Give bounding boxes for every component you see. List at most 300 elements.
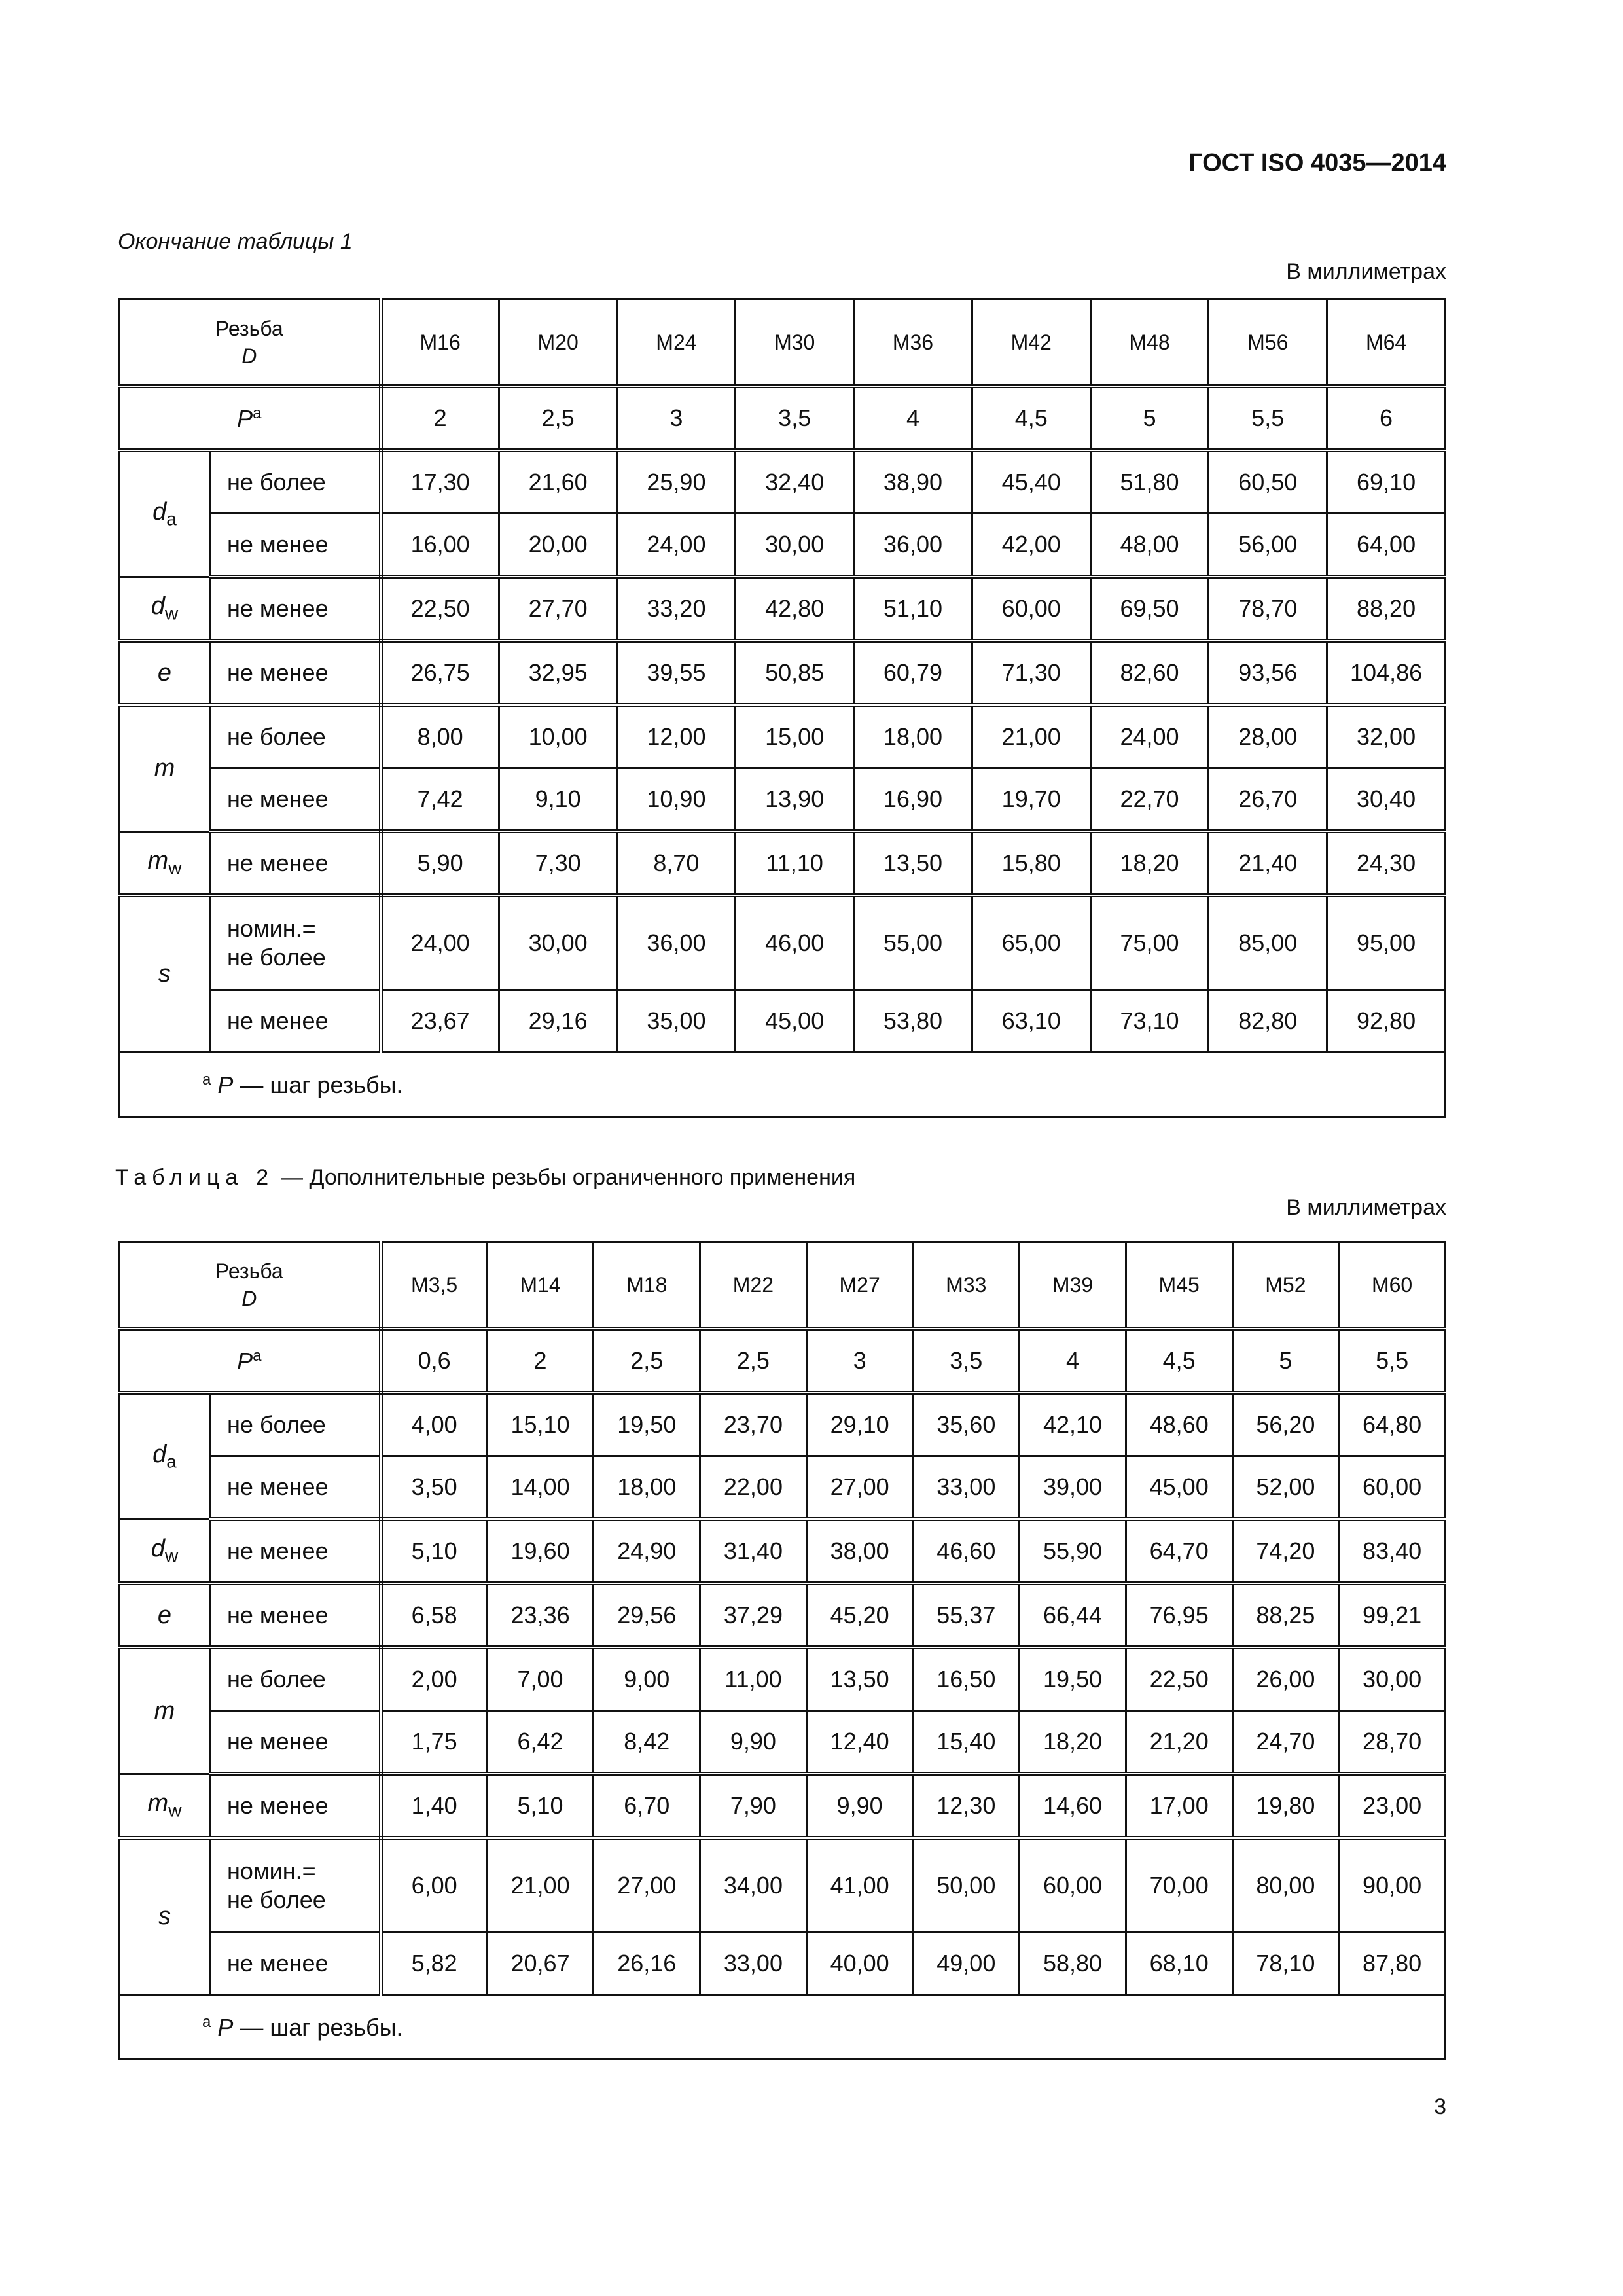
header-row: [119, 1242, 1446, 1329]
value-cell: 82,60: [1090, 641, 1209, 705]
value-cell: 21,60: [499, 450, 617, 514]
value-cell: 68,10: [1126, 1933, 1232, 1995]
value-cell: 1,40: [381, 1774, 488, 1838]
value-cell: 104,86: [1327, 641, 1446, 705]
column-header: M33: [913, 1242, 1020, 1329]
column-header: M30: [736, 300, 854, 387]
value-cell: 56,20: [1232, 1393, 1339, 1456]
table-row: [119, 1456, 1446, 1520]
pitch-footnote-mark: a: [253, 1346, 262, 1365]
table-row: [119, 1647, 1446, 1711]
value-cell: 27,00: [806, 1456, 913, 1520]
value-cell: 12,40: [806, 1711, 913, 1774]
symbol-subscript: w: [168, 1800, 182, 1821]
column-header: M42: [972, 300, 1090, 387]
symbol: m: [154, 754, 175, 782]
pitch-value: 2: [381, 386, 499, 450]
row-symbol: [119, 895, 211, 1052]
footnote-row: [119, 1052, 1446, 1117]
value-cell: 69,50: [1090, 577, 1209, 641]
value-cell: 7,90: [700, 1774, 807, 1838]
value-cell: 51,80: [1090, 450, 1209, 514]
table-row: [119, 768, 1446, 832]
value-cell: 78,70: [1209, 577, 1327, 641]
row-label: не более: [211, 1647, 381, 1711]
footnote: [119, 1995, 1446, 2060]
table2: [118, 1241, 1446, 2060]
value-cell: 36,00: [617, 895, 736, 990]
value-cell: 18,20: [1090, 831, 1209, 895]
value-cell: 18,00: [594, 1456, 700, 1520]
value-cell: 17,00: [1126, 1774, 1232, 1838]
symbol: m: [154, 1696, 175, 1725]
value-cell: 82,80: [1209, 990, 1327, 1052]
column-header: M64: [1327, 300, 1446, 387]
thread-header: [119, 300, 381, 387]
value-cell: 42,10: [1020, 1393, 1126, 1456]
value-cell: 26,00: [1232, 1647, 1339, 1711]
value-cell: 14,60: [1020, 1774, 1126, 1838]
table-row: [119, 641, 1446, 705]
footnote: [119, 1052, 1446, 1117]
value-cell: 55,90: [1020, 1519, 1126, 1583]
pitch-header: [119, 386, 381, 450]
value-cell: 28,70: [1339, 1711, 1446, 1774]
row-label-line: не более: [227, 944, 326, 971]
value-cell: 12,00: [617, 705, 736, 768]
value-cell: 8,70: [617, 831, 736, 895]
symbol-subscript: w: [164, 1545, 179, 1566]
value-cell: 22,50: [1126, 1647, 1232, 1711]
value-cell: 37,29: [700, 1583, 807, 1647]
pitch-symbol: P: [237, 404, 253, 432]
value-cell: 6,42: [487, 1711, 594, 1774]
value-cell: 11,00: [700, 1647, 807, 1711]
value-cell: 20,00: [499, 514, 617, 577]
value-cell: 21,00: [972, 705, 1090, 768]
value-cell: 60,00: [972, 577, 1090, 641]
table-row: [119, 1519, 1446, 1583]
value-cell: 42,80: [736, 577, 854, 641]
value-cell: 26,75: [381, 641, 499, 705]
value-cell: 40,00: [806, 1933, 913, 1995]
value-cell: 5,82: [381, 1933, 488, 1995]
value-cell: 70,00: [1126, 1838, 1232, 1933]
row-label: не более: [211, 1393, 381, 1456]
row-symbol: [119, 1647, 211, 1774]
value-cell: 15,10: [487, 1393, 594, 1456]
thread-label: Резьба: [215, 317, 283, 340]
value-cell: 31,40: [700, 1519, 807, 1583]
value-cell: 29,56: [594, 1583, 700, 1647]
footnote-mark: a: [202, 2013, 211, 2031]
pitch-value: 3: [617, 386, 736, 450]
value-cell: 39,55: [617, 641, 736, 705]
row-label: не менее: [211, 831, 381, 895]
pitch-symbol: P: [237, 1347, 253, 1374]
value-cell: 64,80: [1339, 1393, 1446, 1456]
column-header: M18: [594, 1242, 700, 1329]
row-label: не менее: [211, 1774, 381, 1838]
value-cell: 32,40: [736, 450, 854, 514]
value-cell: 6,58: [381, 1583, 488, 1647]
column-header: M56: [1209, 300, 1327, 387]
column-header: M36: [854, 300, 972, 387]
value-cell: 21,00: [487, 1838, 594, 1933]
row-symbol: [119, 641, 211, 705]
value-cell: 78,10: [1232, 1933, 1339, 1995]
table-row: [119, 1933, 1446, 1995]
row-label: не более: [211, 705, 381, 768]
row-label: не менее: [211, 514, 381, 577]
header-row: [119, 300, 1446, 387]
table1: [118, 298, 1446, 1118]
value-cell: 20,67: [487, 1933, 594, 1995]
value-cell: 56,00: [1209, 514, 1327, 577]
column-header: M52: [1232, 1242, 1339, 1329]
value-cell: 24,00: [1090, 705, 1209, 768]
value-cell: 53,80: [854, 990, 972, 1052]
symbol-subscript: a: [166, 1451, 177, 1472]
table2-units: В миллиметрах: [1286, 1195, 1446, 1220]
value-cell: 23,70: [700, 1393, 807, 1456]
value-cell: 74,20: [1232, 1519, 1339, 1583]
value-cell: 30,00: [736, 514, 854, 577]
value-cell: 11,10: [736, 831, 854, 895]
value-cell: 41,00: [806, 1838, 913, 1933]
value-cell: 99,21: [1339, 1583, 1446, 1647]
value-cell: 7,42: [381, 768, 499, 832]
pitch-value: 3,5: [913, 1329, 1020, 1393]
value-cell: 22,00: [700, 1456, 807, 1520]
column-header: M27: [806, 1242, 913, 1329]
table-row: [119, 450, 1446, 514]
table-row: [119, 831, 1446, 895]
value-cell: 30,00: [499, 895, 617, 990]
pitch-row: [119, 386, 1446, 450]
row-label: [211, 1838, 381, 1933]
value-cell: 34,00: [700, 1838, 807, 1933]
value-cell: 46,60: [913, 1519, 1020, 1583]
symbol: s: [158, 1903, 171, 1930]
pitch-value: 2,5: [700, 1329, 807, 1393]
value-cell: 35,00: [617, 990, 736, 1052]
table-row: [119, 895, 1446, 990]
value-cell: 7,00: [487, 1647, 594, 1711]
value-cell: 23,36: [487, 1583, 594, 1647]
table1-units: В миллиметрах: [1286, 259, 1446, 284]
row-label-line: не более: [227, 1886, 326, 1913]
row-symbol: [119, 1774, 211, 1838]
table1-caption: Окончание таблицы 1: [118, 229, 353, 254]
value-cell: 76,95: [1126, 1583, 1232, 1647]
value-cell: 88,25: [1232, 1583, 1339, 1647]
pitch-value: 5: [1232, 1329, 1339, 1393]
value-cell: 52,00: [1232, 1456, 1339, 1520]
value-cell: 36,00: [854, 514, 972, 577]
value-cell: 13,90: [736, 768, 854, 832]
symbol: s: [158, 960, 171, 988]
value-cell: 32,00: [1327, 705, 1446, 768]
symbol: d: [151, 592, 165, 620]
value-cell: 60,79: [854, 641, 972, 705]
value-cell: 16,00: [381, 514, 499, 577]
value-cell: 87,80: [1339, 1933, 1446, 1995]
value-cell: 6,70: [594, 1774, 700, 1838]
value-cell: 8,00: [381, 705, 499, 768]
value-cell: 29,10: [806, 1393, 913, 1456]
column-header: M22: [700, 1242, 807, 1329]
value-cell: 24,00: [617, 514, 736, 577]
row-symbol: [119, 1393, 211, 1519]
thread-header: [119, 1242, 381, 1329]
symbol: m: [147, 846, 169, 874]
value-cell: 49,00: [913, 1933, 1020, 1995]
value-cell: 1,75: [381, 1711, 488, 1774]
row-symbol: [119, 450, 211, 577]
pitch-value: 5: [1090, 386, 1209, 450]
value-cell: 32,95: [499, 641, 617, 705]
value-cell: 71,30: [972, 641, 1090, 705]
value-cell: 48,60: [1126, 1393, 1232, 1456]
row-label: не менее: [211, 1456, 381, 1520]
value-cell: 13,50: [806, 1647, 913, 1711]
value-cell: 92,80: [1327, 990, 1446, 1052]
pitch-row: [119, 1329, 1446, 1393]
value-cell: 9,90: [700, 1711, 807, 1774]
symbol: e: [157, 1601, 172, 1629]
value-cell: 55,37: [913, 1583, 1020, 1647]
value-cell: 16,90: [854, 768, 972, 832]
value-cell: 2,00: [381, 1647, 488, 1711]
value-cell: 33,00: [700, 1933, 807, 1995]
value-cell: 73,10: [1090, 990, 1209, 1052]
symbol-subscript: w: [164, 603, 179, 624]
pitch-value: 2,5: [499, 386, 617, 450]
value-cell: 18,20: [1020, 1711, 1126, 1774]
value-cell: 9,90: [806, 1774, 913, 1838]
column-header: M3,5: [381, 1242, 488, 1329]
pitch-value: 6: [1327, 386, 1446, 450]
table-row: [119, 577, 1446, 641]
value-cell: 51,10: [854, 577, 972, 641]
value-cell: 19,80: [1232, 1774, 1339, 1838]
table-row: [119, 1711, 1446, 1774]
row-label: [211, 895, 381, 990]
value-cell: 65,00: [972, 895, 1090, 990]
value-cell: 75,00: [1090, 895, 1209, 990]
value-cell: 46,00: [736, 895, 854, 990]
value-cell: 85,00: [1209, 895, 1327, 990]
column-header: M60: [1339, 1242, 1446, 1329]
value-cell: 7,30: [499, 831, 617, 895]
row-label: не менее: [211, 1583, 381, 1647]
value-cell: 26,70: [1209, 768, 1327, 832]
value-cell: 45,00: [736, 990, 854, 1052]
value-cell: 24,70: [1232, 1711, 1339, 1774]
value-cell: 25,90: [617, 450, 736, 514]
value-cell: 88,20: [1327, 577, 1446, 641]
value-cell: 19,70: [972, 768, 1090, 832]
value-cell: 45,40: [972, 450, 1090, 514]
value-cell: 13,50: [854, 831, 972, 895]
value-cell: 14,00: [487, 1456, 594, 1520]
symbol: e: [157, 658, 172, 687]
footnote-symbol: P: [217, 2013, 234, 2041]
thread-symbol: D: [241, 1287, 257, 1310]
row-label: не менее: [211, 641, 381, 705]
value-cell: 60,50: [1209, 450, 1327, 514]
value-cell: 50,00: [913, 1838, 1020, 1933]
table2-caption-text: — Дополнительные резьбы ограниченного применения: [274, 1165, 856, 1190]
value-cell: 10,90: [617, 768, 736, 832]
pitch-value: 4,5: [1126, 1329, 1232, 1393]
row-label: не менее: [211, 1519, 381, 1583]
value-cell: 42,00: [972, 514, 1090, 577]
document-title: ГОСТ ISO 4035—2014: [1188, 149, 1446, 177]
table-row: [119, 1393, 1446, 1456]
value-cell: 64,70: [1126, 1519, 1232, 1583]
value-cell: 5,10: [381, 1519, 488, 1583]
row-label: не менее: [211, 1933, 381, 1995]
footnote-row: [119, 1995, 1446, 2060]
column-header: M16: [381, 300, 499, 387]
value-cell: 93,56: [1209, 641, 1327, 705]
table2-caption-prefix: Таблица: [115, 1165, 244, 1190]
value-cell: 3,50: [381, 1456, 488, 1520]
value-cell: 5,90: [381, 831, 499, 895]
symbol: d: [152, 1440, 167, 1468]
thread-symbol: D: [241, 344, 257, 368]
row-label: не менее: [211, 1711, 381, 1774]
symbol: d: [151, 1534, 165, 1562]
value-cell: 15,00: [736, 705, 854, 768]
value-cell: 5,10: [487, 1774, 594, 1838]
page-number: 3: [1434, 2094, 1446, 2119]
row-label-line: номин.=: [227, 915, 316, 942]
value-cell: 38,00: [806, 1519, 913, 1583]
value-cell: 9,00: [594, 1647, 700, 1711]
value-cell: 35,60: [913, 1393, 1020, 1456]
value-cell: 28,00: [1209, 705, 1327, 768]
row-symbol: [119, 831, 211, 895]
column-header: M14: [487, 1242, 594, 1329]
column-header: M45: [1126, 1242, 1232, 1329]
value-cell: 60,00: [1020, 1838, 1126, 1933]
value-cell: 69,10: [1327, 450, 1446, 514]
value-cell: 21,20: [1126, 1711, 1232, 1774]
value-cell: 58,80: [1020, 1933, 1126, 1995]
value-cell: 24,90: [594, 1519, 700, 1583]
value-cell: 90,00: [1339, 1838, 1446, 1933]
value-cell: 80,00: [1232, 1838, 1339, 1933]
value-cell: 21,40: [1209, 831, 1327, 895]
row-symbol: [119, 1838, 211, 1995]
value-cell: 4,00: [381, 1393, 488, 1456]
symbol: d: [152, 497, 167, 526]
value-cell: 27,70: [499, 577, 617, 641]
value-cell: 19,50: [594, 1393, 700, 1456]
value-cell: 15,80: [972, 831, 1090, 895]
row-label: не менее: [211, 577, 381, 641]
table-row: [119, 705, 1446, 768]
table-row: [119, 514, 1446, 577]
value-cell: 66,44: [1020, 1583, 1126, 1647]
value-cell: 16,50: [913, 1647, 1020, 1711]
pitch-value: 2,5: [594, 1329, 700, 1393]
row-symbol: [119, 1583, 211, 1647]
value-cell: 15,40: [913, 1711, 1020, 1774]
pitch-value: 3: [806, 1329, 913, 1393]
value-cell: 27,00: [594, 1838, 700, 1933]
pitch-value: 4: [1020, 1329, 1126, 1393]
table-row: [119, 1774, 1446, 1838]
row-label: не менее: [211, 990, 381, 1052]
table2-caption-number: 2: [256, 1165, 269, 1190]
column-header: M48: [1090, 300, 1209, 387]
symbol-subscript: w: [168, 857, 182, 878]
footnote-symbol: P: [217, 1071, 234, 1098]
value-cell: 26,16: [594, 1933, 700, 1995]
value-cell: 30,00: [1339, 1647, 1446, 1711]
value-cell: 50,85: [736, 641, 854, 705]
row-label: не менее: [211, 768, 381, 832]
column-header: M20: [499, 300, 617, 387]
pitch-value: 5,5: [1339, 1329, 1446, 1393]
value-cell: 30,40: [1327, 768, 1446, 832]
value-cell: 18,00: [854, 705, 972, 768]
table-row: [119, 1583, 1446, 1647]
footnote-text: — шаг резьбы.: [233, 2013, 403, 2041]
value-cell: 38,90: [854, 450, 972, 514]
value-cell: 63,10: [972, 990, 1090, 1052]
symbol-subscript: a: [166, 509, 177, 529]
footnote-mark: a: [202, 1070, 211, 1088]
value-cell: 55,00: [854, 895, 972, 990]
value-cell: 95,00: [1327, 895, 1446, 990]
footnote-text: — шаг резьбы.: [233, 1071, 403, 1098]
value-cell: 39,00: [1020, 1456, 1126, 1520]
table-row: [119, 990, 1446, 1052]
value-cell: 83,40: [1339, 1519, 1446, 1583]
value-cell: 33,00: [913, 1456, 1020, 1520]
column-header: M24: [617, 300, 736, 387]
value-cell: 22,70: [1090, 768, 1209, 832]
row-label-line: номин.=: [227, 1857, 316, 1884]
value-cell: 6,00: [381, 1838, 488, 1933]
row-symbol: [119, 1519, 211, 1583]
value-cell: 33,20: [617, 577, 736, 641]
value-cell: 45,20: [806, 1583, 913, 1647]
table2-caption: [115, 1165, 855, 1191]
value-cell: 8,42: [594, 1711, 700, 1774]
thread-label: Резьба: [215, 1259, 283, 1283]
pitch-value: 0,6: [381, 1329, 488, 1393]
row-label: не более: [211, 450, 381, 514]
pitch-footnote-mark: a: [253, 404, 262, 422]
value-cell: 24,30: [1327, 831, 1446, 895]
pitch-value: 3,5: [736, 386, 854, 450]
row-symbol: [119, 705, 211, 831]
value-cell: 64,00: [1327, 514, 1446, 577]
row-symbol: [119, 577, 211, 641]
value-cell: 23,00: [1339, 1774, 1446, 1838]
value-cell: 10,00: [499, 705, 617, 768]
value-cell: 45,00: [1126, 1456, 1232, 1520]
value-cell: 48,00: [1090, 514, 1209, 577]
value-cell: 19,50: [1020, 1647, 1126, 1711]
value-cell: 17,30: [381, 450, 499, 514]
